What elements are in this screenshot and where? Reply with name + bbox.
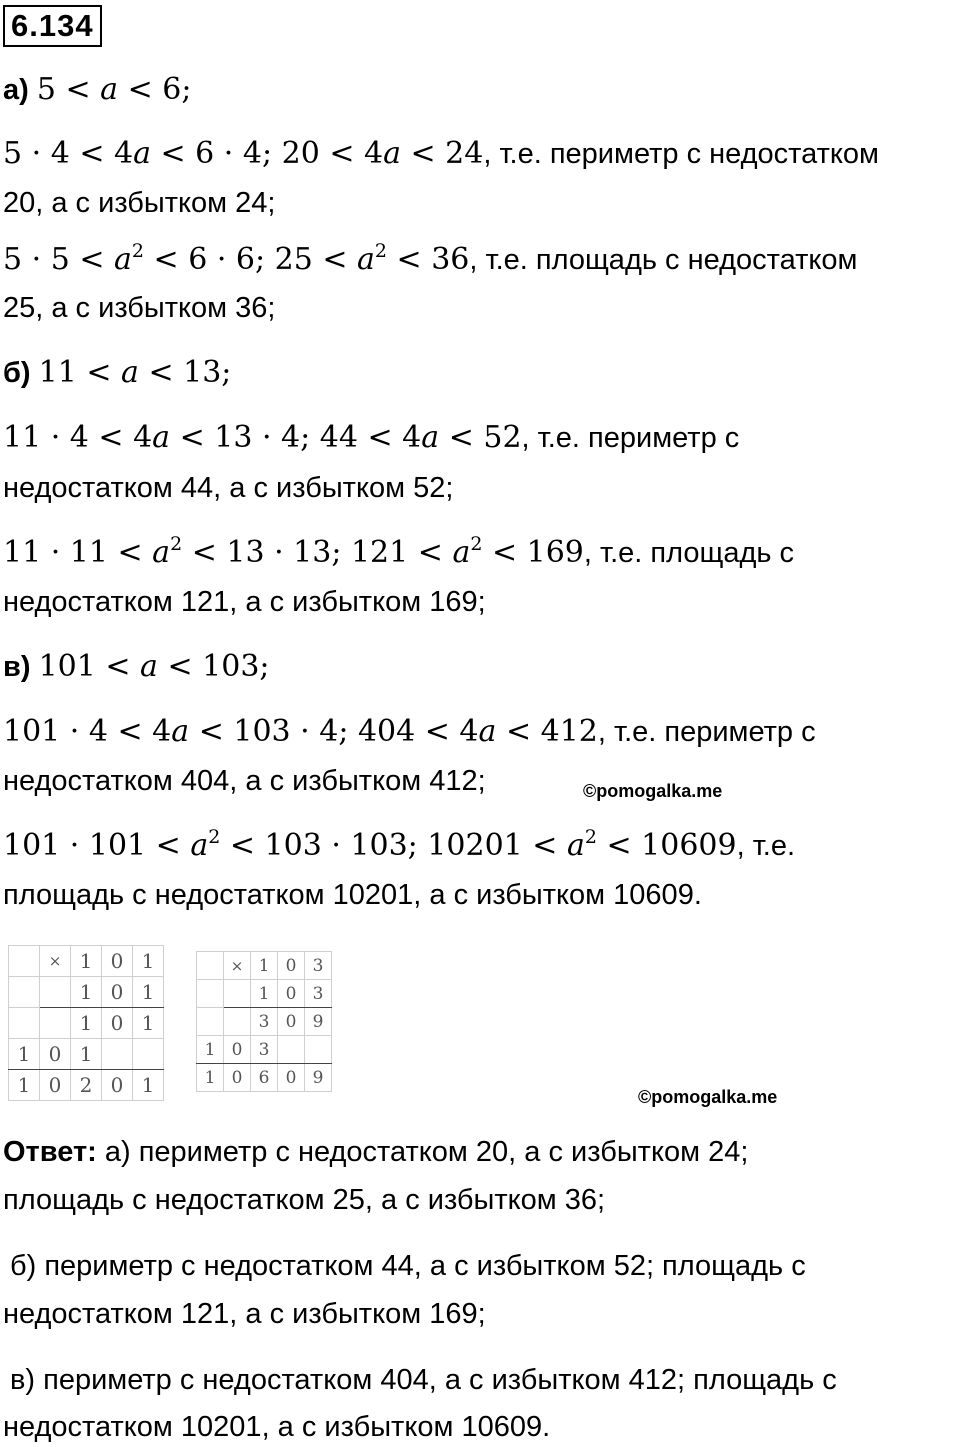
answer-a (3, 1132, 748, 1172)
grid-cell (224, 1008, 251, 1036)
grid-cell: 3 (251, 1036, 278, 1064)
section-a-condition (3, 70, 191, 110)
section-a-area-math: $5 \cdot 5 < a^2 < 6 \cdot 6$; $25 < a^2 < 36$ (3, 240, 470, 277)
answer-c-line-1: в) периметр с недостатком 404, а с избытком 412; площадь с (10, 1364, 837, 1396)
grid-cell: 9 (305, 1064, 332, 1092)
section-a-perimeter-cont: 20, а с избытком 24; (3, 187, 276, 219)
answer-c-line-2: недостатком 10201, а с избытком 10609. (3, 1411, 551, 1443)
grid-cell (278, 1036, 305, 1064)
grid-cell: 3 (251, 1008, 278, 1036)
answer-b-line-2: недостатком 121, а с избытком 169; (3, 1298, 486, 1330)
section-a-perimeter (3, 134, 879, 174)
grid-cell: 1 (9, 1039, 40, 1070)
section-b-perimeter (3, 418, 739, 458)
grid-cell: 1 (197, 1064, 224, 1092)
grid-cell: 1 (71, 946, 102, 977)
grid-cell (9, 1008, 40, 1039)
grid-cell (224, 980, 251, 1008)
grid-cell: 0 (102, 1070, 133, 1101)
grid-cell (197, 1008, 224, 1036)
section-b-perimeter-math: 11 · 4 < 4a < 13 · 4; 44 < 4a < 52 (3, 420, 522, 455)
grid-cell: 0 (278, 980, 305, 1008)
section-b-area-math: $11 \cdot 11 < a^2 < 13 \cdot 13$; $121 < a^2 < 169$ (3, 533, 584, 570)
section-a-perimeter-text: , т.е. периметр с недостатком (483, 138, 879, 170)
section-b-condition-math: 11 < a < 13; (38, 355, 232, 390)
grid-cell: 0 (224, 1036, 251, 1064)
answer-b-line-1: б) периметр с недостатком 44, а с избытком 52; площадь с (10, 1250, 806, 1282)
section-b-area-cont: недостатком 121, а с избытком 169; (3, 586, 486, 618)
answer-a-line-2: площадь с недостатком 25, а с избытком 36; (3, 1184, 606, 1216)
grid-cell: 1 (71, 977, 102, 1008)
section-b-area (3, 533, 794, 573)
grid-cell (133, 1039, 164, 1070)
grid-cell (40, 1008, 71, 1039)
section-b-label: б) (3, 357, 31, 389)
section-c-label: в) (3, 651, 31, 683)
multiply-sign: × (224, 952, 251, 980)
section-c-perimeter (3, 712, 816, 752)
grid-cell: 0 (102, 977, 133, 1008)
grid-cell: 1 (133, 977, 164, 1008)
grid-cell: 1 (133, 1070, 164, 1101)
grid-cell (9, 946, 40, 977)
grid-cell: 1 (133, 946, 164, 977)
grid-cell: 0 (40, 1039, 71, 1070)
grid-cell (197, 980, 224, 1008)
section-b-condition (3, 353, 231, 393)
problem-number: 6.134 (3, 5, 102, 47)
answer-label: Ответ: (3, 1136, 97, 1168)
section-c-perimeter-cont: недостатком 404, а с избытком 412; (3, 765, 486, 797)
grid-cell: 0 (278, 1064, 305, 1092)
section-c-area-cont: площадь с недостатком 10201, а с избытком 10609. (3, 879, 702, 911)
section-a-perimeter-math: 5 · 4 < 4a < 6 · 4; 20 < 4a < 24 (3, 136, 484, 171)
grid-cell (9, 977, 40, 1008)
grid-cell: 1 (9, 1070, 40, 1101)
multiply-sign: × (40, 946, 71, 977)
section-b-perimeter-text: , т.е. периметр с (521, 422, 740, 454)
section-a-area-cont: 25, а с избытком 36; (3, 292, 276, 324)
multiplication-grid-101 (8, 945, 164, 1101)
answer-a-line-1: а) периметр с недостатком 20, а с избытком 24; (96, 1136, 749, 1168)
grid-cell (197, 952, 224, 980)
grid-cell (305, 1036, 332, 1064)
grid-cell: 0 (40, 1070, 71, 1101)
grid-cell (102, 1039, 133, 1070)
grid-cell: 0 (102, 1008, 133, 1039)
grid-cell: 0 (278, 952, 305, 980)
section-a-area (3, 240, 857, 280)
grid-cell (40, 977, 71, 1008)
section-c-condition-math: 101 < a < 103; (38, 649, 270, 684)
grid-cell: 0 (102, 946, 133, 977)
section-a-condition-math: 5 < a < 6; (36, 72, 192, 107)
grid-cell: 1 (197, 1036, 224, 1064)
section-c-condition (3, 647, 270, 687)
grid-cell: 1 (133, 1008, 164, 1039)
section-b-perimeter-cont: недостатком 44, а с избытком 52; (3, 472, 454, 504)
grid-cell: 0 (224, 1064, 251, 1092)
section-c-perimeter-math: 101 · 4 < 4a < 103 · 4; 404 < 4a < 412 (3, 714, 598, 749)
section-b-area-text: , т.е. площадь с (583, 537, 795, 569)
grid-cell: 1 (71, 1039, 102, 1070)
section-c-perimeter-text: , т.е. периметр с (597, 716, 816, 748)
section-c-area-math: $101 \cdot 101 < a^2 < 103 \cdot 103$; $10201 < a^2 < 10609$ (3, 826, 737, 863)
grid-cell: 1 (251, 980, 278, 1008)
grid-cell: 0 (278, 1008, 305, 1036)
watermark-bottom: ©pomogalka.me (638, 1087, 778, 1107)
section-c-area (3, 826, 795, 866)
multiplication-grid-103 (196, 951, 332, 1092)
grid-cell: 3 (305, 952, 332, 980)
grid-cell: 1 (251, 952, 278, 980)
grid-cell: 9 (305, 1008, 332, 1036)
watermark: ©pomogalka.me (583, 781, 723, 801)
section-c-area-text: , т.е. (736, 830, 796, 862)
grid-cell: 3 (305, 980, 332, 1008)
grid-cell: 1 (71, 1008, 102, 1039)
section-a-label: а) (3, 74, 29, 106)
section-a-area-text: , т.е. площадь с недостатком (469, 244, 858, 276)
grid-cell: 6 (251, 1064, 278, 1092)
grid-cell: 2 (71, 1070, 102, 1101)
